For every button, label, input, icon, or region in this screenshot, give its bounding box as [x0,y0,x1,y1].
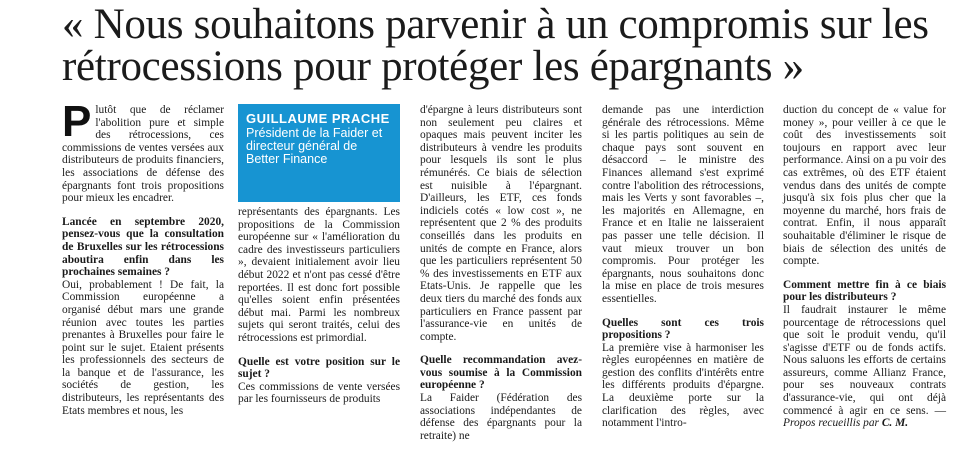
answer-1-part-b: représentants des épargnants. Les propositions de la Commission européenne sur « l'amélioration du cadre des investisseurs particuliers », devaient initialement avoir lieu début 2022 et n'ont pas cessé d'être reportées. Il est donc fort possible qu'elles soient enfin présentées début mai. Parmi les nombreux sujets qui seront traités, celui des rétrocessions est primordial. [238,206,400,344]
signature-label: Propos recueillis par [783,417,879,430]
question-5: Comment mettre fin à ce biais pour les distributeurs ? [783,278,946,304]
author-role: Président de la Faider et directeur général de Better Finance [246,126,383,166]
question-3: Quelle recommandation avez-vous soumise à la Commission européenne ? [420,354,582,392]
article-column-2 [238,104,400,406]
answer-3-part-b: demande pas une interdiction générale des rétrocessions. Même si les partis politiques au sein de chaque pays sont souvent en désaccord – le ministre des Finances allemand s'est exprimé contre l'abolition des rétrocessions, mais les Verts y sont favorables –, les majorités en Allemagne, en France et en Italie ne laisseraient pas passer une telle décision. Il vaut mieux trouver un bon compromis. Pour protéger les épargnants, nous souhaitons donc la mise en place de trois mesures essentielles. [602,104,764,305]
article-column-3 [420,104,582,442]
headline: « Nous souhaitons parvenir à un compromis sur les rétrocessions pour protéger les épargnants » [62,1,929,90]
answer-4-part-b: duction du concept de « value for money », pour veiller à ce que le coût des investissements soit toujours en rapport avec leur performance. Ainsi on a pu voir des cas extrêmes, où des ETF étaient vendus dans des unités de compte jusqu'à six fois plus cher que la moyenne du marché, hors frais de contrat. Enfin, il nous apparaît souhaitable d'éliminer le risque de biais de sélection des unités de compte. [783,104,946,268]
article-column-4 [602,104,764,430]
answer-5-text: Il faudrait instaurer le même pourcentage de rétrocessions quel que soit le produit vendu, qu'il s'agisse d'ETF ou de fonds actifs. Nous saluons les efforts de certains assureurs, comme Allianz France, pour ses nouveaux contrats d'assurance-vie, qui ont déjà commencé à agir en ce sens. — [783,303,946,417]
answer-4-part-a: La première vise à harmoniser les règles européennes en matière de gestion des conflits d'intérêts entre les différents produits d'épargne. La deuxième porte sur la clarification des règles, avec notamment l'intro- [602,341,764,430]
question-1: Lancée en septembre 2020, pensez-vous que la consultation de Bruxelles sur les rétrocessions aboutira enfin dans les prochaines semaines ? [62,215,224,279]
article-column-5 [783,104,946,430]
answer-3-part-a: La Faider (Fédération des associations indépendantes de défense des épargnants pour la retraite) ne [420,392,582,442]
intro-text: lutôt que de réclamer l'abolition pure et simple des rétrocessions, ces commissions de ventes versées aux distributeurs de produits financiers, les associations de défense des épargnants font trois propositions pour mieux les encadrer. [62,104,224,205]
question-4: Quelles sont ces trois propositions ? [602,316,764,342]
question-2: Quelle est votre position sur le sujet ? [238,355,400,381]
answer-2-part-b: d'épargne à leurs distributeurs sont non seulement peu claires et opaques mais peuvent inciter les distributeurs à vendre les produits pour lesquels ils sont le plus rémunérés. Ce biais de sélection est nuisible à l'épargnant. D'ailleurs, les ETF, ces fonds indiciels cotés « low cost », ne représentent que 2 % des produits conseillés dans les produits en unités de compte en France, alors que les particuliers représentent 50 % des investissements en ETF aux Etats-Unis. Je rappelle que les deux tiers du marché des fonds aux particuliers en France passent par l'assurance-vie en unités de compte. [420,104,582,343]
author-name: GUILLAUME PRACHE [246,111,390,126]
article-column-1 [62,97,224,417]
answer-2-part-a: Ces commissions de vente versées par les fournisseurs de produits [238,380,400,406]
drop-cap: P [62,97,92,146]
answer-1-part-a: Oui, probablement ! De fait, la Commission européenne a organisé début mars une grande réunion avec toutes les parties prenantes à Bruxelles pour faire le point sur le sujet. Etaient présents les professionnels des secteurs de la banque et de l'assurance, les sociétés de gestion, les distributeurs, les représentants des Etats membres et nous, les [62,278,224,417]
intro-paragraph [62,97,224,205]
signature-initials: C. M. [881,417,909,430]
answer-5 [783,304,946,430]
